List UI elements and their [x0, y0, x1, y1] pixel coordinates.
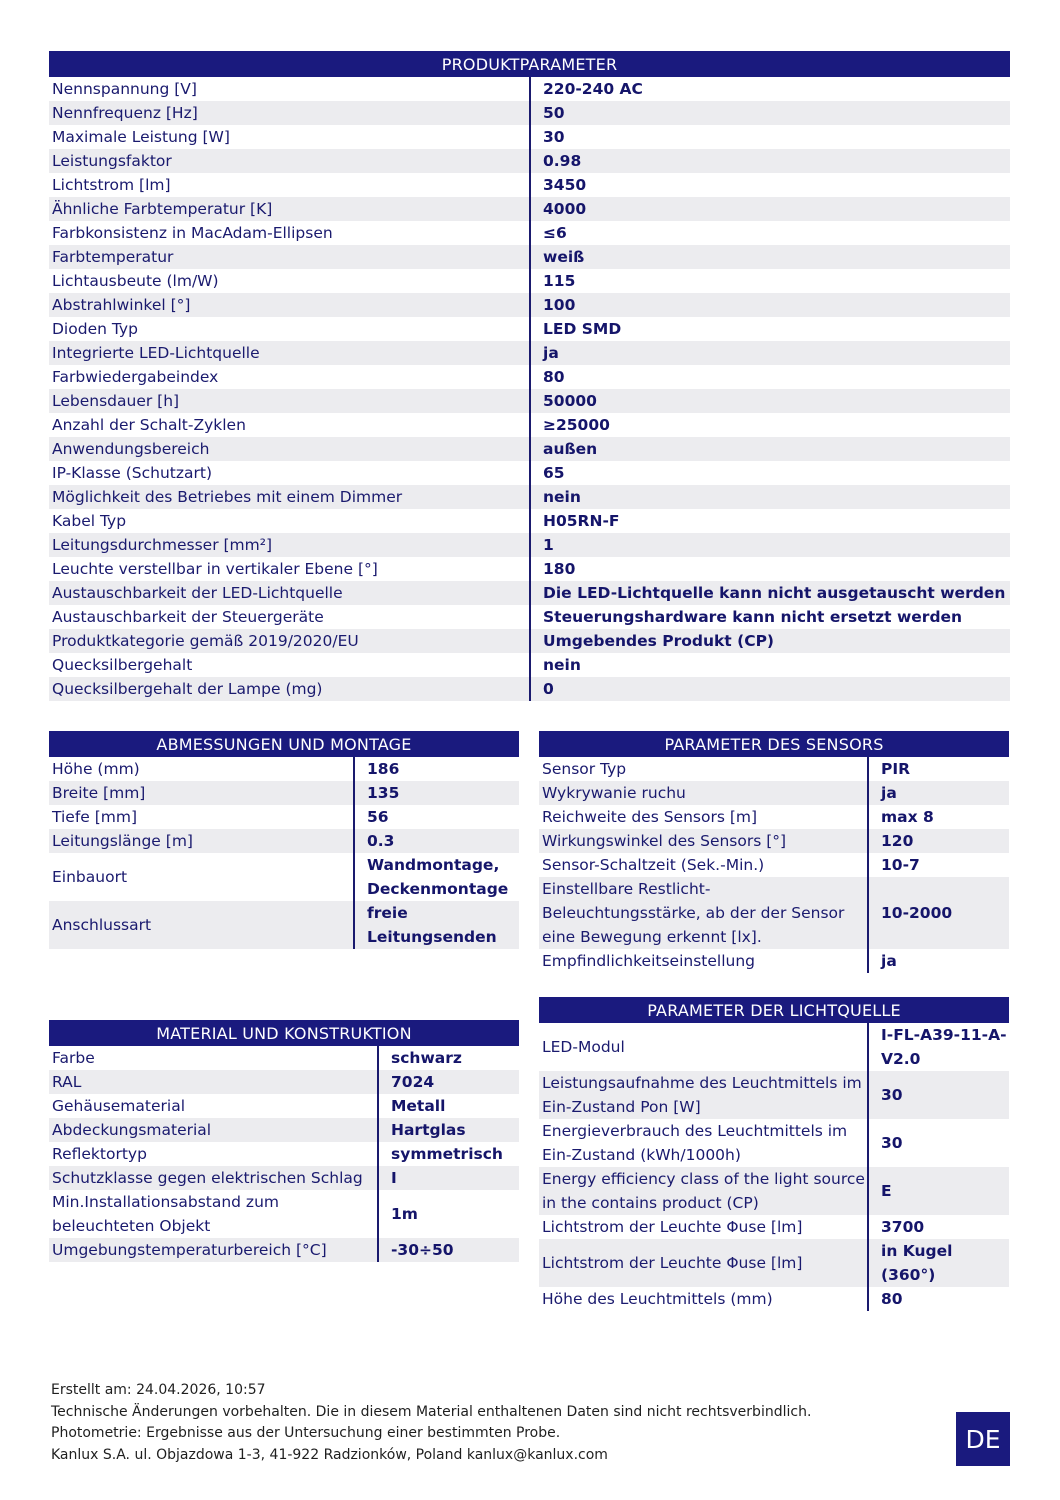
param-label: Abstrahlwinkel [°]: [49, 293, 530, 317]
param-label: Nennfrequenz [Hz]: [49, 101, 530, 125]
footer: [51, 1380, 811, 1466]
param-label: Farbtemperatur: [49, 245, 530, 269]
table-row: [49, 197, 1010, 221]
param-label: Kabel Typ: [49, 509, 530, 533]
param-value: LED SMD: [530, 317, 1010, 341]
param-label: Energieverbrauch des Leuchtmittels im Ein-Zustand (kWh/1000h): [539, 1119, 868, 1167]
param-value: 50000: [530, 389, 1010, 413]
param-value: Wandmontage, Deckenmontage: [354, 853, 519, 901]
param-value: H05RN-F: [530, 509, 1010, 533]
param-label: Lichtstrom der Leuchte Φuse [lm]: [539, 1215, 868, 1239]
lichtquelle-title: PARAMETER DER LICHTQUELLE: [539, 997, 1009, 1023]
param-value: 115: [530, 269, 1010, 293]
param-label: Lebensdauer [h]: [49, 389, 530, 413]
param-value: 65: [530, 461, 1010, 485]
param-value: außen: [530, 437, 1010, 461]
table-row: [49, 581, 1010, 605]
param-value: schwarz: [378, 1046, 519, 1070]
param-value: 7024: [378, 1070, 519, 1094]
table-row: [539, 1119, 1009, 1167]
table-row: [49, 533, 1010, 557]
param-label: Min.Installationsabstand zum beleuchteten Objekt: [49, 1190, 378, 1238]
param-value: PIR: [868, 757, 1009, 781]
param-label: Umgebungstemperaturbereich [°C]: [49, 1238, 378, 1262]
table-row: [49, 1166, 519, 1190]
param-label: Lichtausbeute (lm/W): [49, 269, 530, 293]
param-label: Wirkungswinkel des Sensors [°]: [539, 829, 868, 853]
footer-photometry: Photometrie: Ergebnisse aus der Untersuchung einer bestimmten Probe.: [51, 1425, 561, 1441]
param-label: Anwendungsbereich: [49, 437, 530, 461]
param-value: ja: [868, 949, 1009, 973]
param-label: Reflektortyp: [49, 1142, 378, 1166]
table-row: [49, 1142, 519, 1166]
table-row: [539, 1287, 1009, 1311]
produktparameter-table: [49, 51, 1010, 701]
table-row: [49, 557, 1010, 581]
param-value: Umgebendes Produkt (CP): [530, 629, 1010, 653]
param-value: 10-7: [868, 853, 1009, 877]
param-value: 10-2000: [868, 877, 1009, 949]
param-value: 1m: [378, 1190, 519, 1238]
param-label: Empfindlichkeitseinstellung: [539, 949, 868, 973]
param-label: Sensor Typ: [539, 757, 868, 781]
param-label: Produktkategorie gemäß 2019/2020/EU: [49, 629, 530, 653]
param-value: 80: [868, 1287, 1009, 1311]
table-row: [49, 805, 519, 829]
param-value: 1: [530, 533, 1010, 557]
param-value: 0.3: [354, 829, 519, 853]
table-row: [49, 365, 1010, 389]
table-row: [49, 461, 1010, 485]
table-row: [49, 781, 519, 805]
param-label: Ähnliche Farbtemperatur [K]: [49, 197, 530, 221]
param-value: 50: [530, 101, 1010, 125]
param-label: Höhe des Leuchtmittels (mm): [539, 1287, 868, 1311]
param-label: LED-Modul: [539, 1023, 868, 1071]
param-value: 4000: [530, 197, 1010, 221]
table-row: [49, 1238, 519, 1262]
param-label: Quecksilbergehalt: [49, 653, 530, 677]
table-row: [49, 629, 1010, 653]
table-row: [49, 485, 1010, 509]
param-label: Sensor-Schaltzeit (Sek.-Min.): [539, 853, 868, 877]
param-value: ja: [530, 341, 1010, 365]
table-row: [49, 149, 1010, 173]
param-value: 220-240 AC: [530, 77, 1010, 101]
param-value: symmetrisch: [378, 1142, 519, 1166]
sensor-table: [539, 731, 1009, 973]
table-row: [49, 1118, 519, 1142]
param-value: 186: [354, 757, 519, 781]
table-row: [49, 173, 1010, 197]
param-label: IP-Klasse (Schutzart): [49, 461, 530, 485]
param-value: freie Leitungsenden: [354, 901, 519, 949]
param-label: Einstellbare Restlicht-Beleuchtungsstärke, ab der der Sensor eine Bewegung erkennt [lx].: [539, 877, 868, 949]
param-label: Farbwiedergabeindex: [49, 365, 530, 389]
param-label: Wykrywanie ruchu: [539, 781, 868, 805]
produktparameter-title: PRODUKTPARAMETER: [49, 51, 1010, 77]
param-value: 135: [354, 781, 519, 805]
param-label: Tiefe [mm]: [49, 805, 354, 829]
table-row: [539, 1023, 1009, 1071]
param-label: Leuchte verstellbar in vertikaler Ebene [°]: [49, 557, 530, 581]
param-value: 30: [868, 1071, 1009, 1119]
param-label: Gehäusematerial: [49, 1094, 378, 1118]
param-value: nein: [530, 653, 1010, 677]
table-row: [49, 901, 519, 949]
param-label: Anschlussart: [49, 901, 354, 949]
table-row: [539, 1167, 1009, 1215]
param-value: in Kugel (360°): [868, 1239, 1009, 1287]
table-row: [49, 101, 1010, 125]
param-value: 0.98: [530, 149, 1010, 173]
param-value: nein: [530, 485, 1010, 509]
table-row: [539, 949, 1009, 973]
table-row: [539, 781, 1009, 805]
param-value: Die LED-Lichtquelle kann nicht ausgetauscht werden: [530, 581, 1010, 605]
param-label: Höhe (mm): [49, 757, 354, 781]
sensor-title: PARAMETER DES SENSORS: [539, 731, 1009, 757]
table-row: [539, 1239, 1009, 1287]
table-row: [49, 341, 1010, 365]
param-label: Farbkonsistenz in MacAdam-Ellipsen: [49, 221, 530, 245]
param-value: 30: [868, 1119, 1009, 1167]
param-value: ≥25000: [530, 413, 1010, 437]
param-label: RAL: [49, 1070, 378, 1094]
table-row: [539, 805, 1009, 829]
param-label: Einbauort: [49, 853, 354, 901]
param-label: Farbe: [49, 1046, 378, 1070]
footer-created: Erstellt am: 24.04.2026, 10:57: [51, 1382, 266, 1398]
param-label: Nennspannung [V]: [49, 77, 530, 101]
table-row: [49, 293, 1010, 317]
material-title: MATERIAL UND KONSTRUKTION: [49, 1020, 519, 1046]
param-label: Anzahl der Schalt-Zyklen: [49, 413, 530, 437]
table-row: [49, 853, 519, 901]
param-label: Schutzklasse gegen elektrischen Schlag: [49, 1166, 378, 1190]
param-value: ≤6: [530, 221, 1010, 245]
param-value: 180: [530, 557, 1010, 581]
param-label: Maximale Leistung [W]: [49, 125, 530, 149]
param-value: max 8: [868, 805, 1009, 829]
param-value: -30÷50: [378, 1238, 519, 1262]
param-label: Reichweite des Sensors [m]: [539, 805, 868, 829]
param-value: Metall: [378, 1094, 519, 1118]
param-label: Integrierte LED-Lichtquelle: [49, 341, 530, 365]
param-label: Möglichkeit des Betriebes mit einem Dimmer: [49, 485, 530, 509]
table-row: [49, 125, 1010, 149]
param-label: Leitungsdurchmesser [mm²]: [49, 533, 530, 557]
param-label: Austauschbarkeit der Steuergeräte: [49, 605, 530, 629]
table-row: [49, 757, 519, 781]
table-row: [49, 437, 1010, 461]
lichtquelle-table: [539, 997, 1009, 1311]
language-badge: DE: [956, 1412, 1010, 1466]
param-label: Quecksilbergehalt der Lampe (mg): [49, 677, 530, 701]
table-row: [49, 829, 519, 853]
param-label: Leistungsaufnahme des Leuchtmittels im Ein-Zustand Pon [W]: [539, 1071, 868, 1119]
param-label: Dioden Typ: [49, 317, 530, 341]
param-value: 80: [530, 365, 1010, 389]
param-label: Lichtstrom der Leuchte Φuse [lm]: [539, 1239, 868, 1287]
table-row: [49, 677, 1010, 701]
footer-address: Kanlux S.A. ul. Objazdowa 1-3, 41-922 Radzionków, Poland kanlux@kanlux.com: [51, 1446, 608, 1463]
table-row: [49, 1190, 519, 1238]
param-value: I: [378, 1166, 519, 1190]
param-label: Energy efficiency class of the light source in the contains product (CP): [539, 1167, 868, 1215]
param-value: 56: [354, 805, 519, 829]
param-value: 3450: [530, 173, 1010, 197]
table-row: [539, 1215, 1009, 1239]
param-value: Hartglas: [378, 1118, 519, 1142]
param-value: Steuerungshardware kann nicht ersetzt werden: [530, 605, 1010, 629]
table-row: [539, 853, 1009, 877]
table-row: [49, 269, 1010, 293]
param-value: weiß: [530, 245, 1010, 269]
table-row: [539, 757, 1009, 781]
footer-disclaimer: Technische Änderungen vorbehalten. Die in diesem Material enthaltenen Daten sind nicht rechtsverbindlich.: [51, 1403, 812, 1420]
table-row: [49, 77, 1010, 101]
table-row: [49, 245, 1010, 269]
param-label: Leistungsfaktor: [49, 149, 530, 173]
param-label: Leitungslänge [m]: [49, 829, 354, 853]
table-row: [49, 221, 1010, 245]
table-row: [49, 389, 1010, 413]
table-row: [539, 877, 1009, 949]
table-row: [49, 1070, 519, 1094]
table-row: [49, 605, 1010, 629]
param-label: Abdeckungsmaterial: [49, 1118, 378, 1142]
table-row: [49, 509, 1010, 533]
table-row: [49, 1094, 519, 1118]
param-label: Breite [mm]: [49, 781, 354, 805]
table-row: [49, 413, 1010, 437]
param-value: E: [868, 1167, 1009, 1215]
param-value: 0: [530, 677, 1010, 701]
param-value: 120: [868, 829, 1009, 853]
table-row: [49, 317, 1010, 341]
param-label: Austauschbarkeit der LED-Lichtquelle: [49, 581, 530, 605]
param-value: 30: [530, 125, 1010, 149]
material-table: [49, 1020, 519, 1262]
param-value: 3700: [868, 1215, 1009, 1239]
table-row: [49, 1046, 519, 1070]
param-value: ja: [868, 781, 1009, 805]
param-label: Lichtstrom [lm]: [49, 173, 530, 197]
table-row: [539, 1071, 1009, 1119]
abmessungen-title: ABMESSUNGEN UND MONTAGE: [49, 731, 519, 757]
table-row: [539, 829, 1009, 853]
table-row: [49, 653, 1010, 677]
abmessungen-table: [49, 731, 519, 949]
param-value: I-FL-A39-11-A-V2.0: [868, 1023, 1009, 1071]
param-value: 100: [530, 293, 1010, 317]
